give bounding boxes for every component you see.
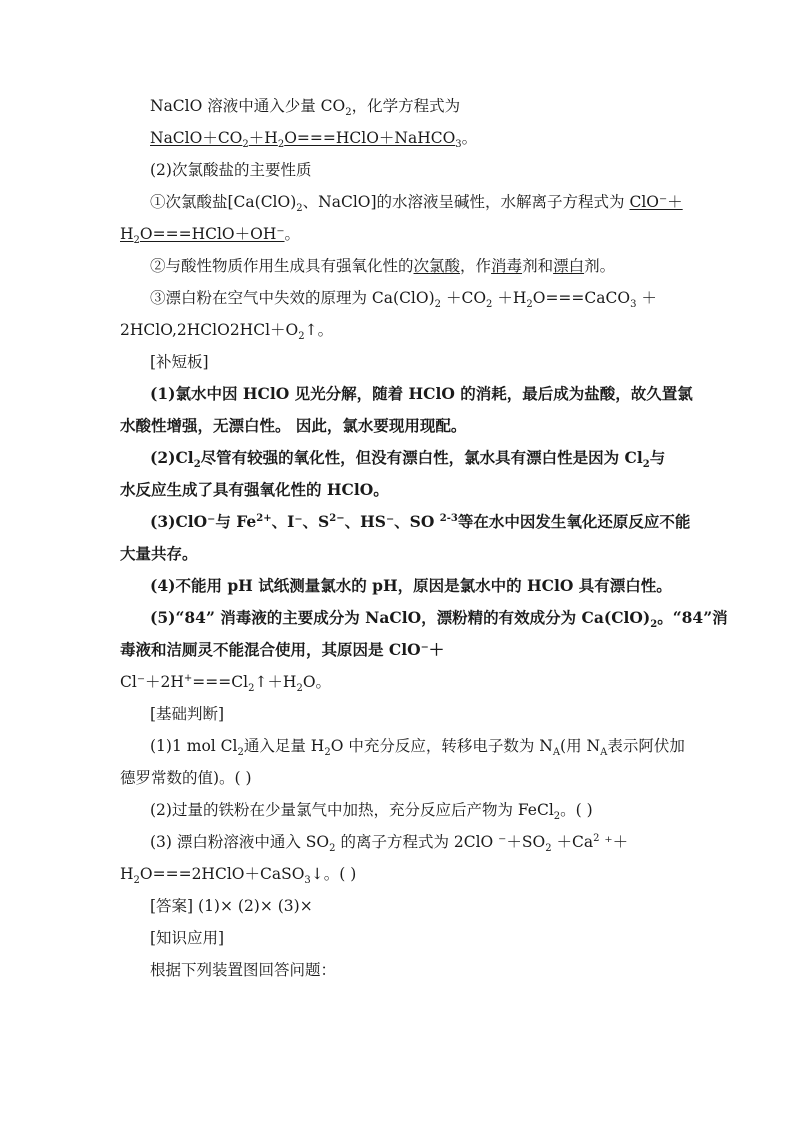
equation-line: $NaClO+CO_2+H_2O===HClO+NaHCO_3$。 <box>150 129 478 151</box>
text-line: (1)氯水中因 HClO 见光分解，随着 HClO 的消耗，最后成为盐酸，故久置氯 <box>150 384 693 403</box>
text-line: $2HClO,2HClO2HCl+O_2↑$。 <box>120 321 334 343</box>
text-line: 水反应生成了具有强氧化性的 HClO。 <box>120 480 389 499</box>
question-line: 德罗常数的值)。( ) <box>120 769 252 787</box>
text-line: ①次氯酸盐[$Ca(ClO)_2$、NaClO]的水溶液呈碱性，水解离子方程式为 ClO⁻＋ <box>150 193 683 215</box>
text-line: 大量共存。 <box>120 544 198 563</box>
question-line: (3) 漂白粉溶液中通入 $SO_2$ 的离子方程式为 2ClO $^-+SO_2 +Ca^2$ ⁺＋ <box>150 832 629 855</box>
text-line: 水酸性增强，无漂白性。 因此，氯水要现用现配。 <box>120 416 467 435</box>
text-line: (5)“84” 消毒液的主要成分为 NaClO，漂粉精的有效成分为 $Ca(ClO)_2$。“84”消 <box>150 608 728 631</box>
question-line: $H_2O===2HClO+CaSO_3↓$。( ) <box>120 865 357 887</box>
text-line: (4)不能用 pH 试纸测量氯水的 pH，原因是氯水中的 HClO 具有漂白性。 <box>150 576 672 595</box>
text-line: (3)ClO⁻与 $Fe^{2+}$、I⁻、$S^{2-}$、HS⁻、SO $^{2-3}$等在水中因发生氧化还原反应不能 <box>150 512 691 531</box>
section-heading: [知识应用] <box>150 929 225 947</box>
text-line: 根据下列装置图回答问题： <box>150 961 337 979</box>
text-line: 毒液和洁厕灵不能混合使用，其原因是 ClO⁻＋ <box>120 640 445 659</box>
text-line: NaClO 溶液中通入少量 $CO_2$，化学方程式为 <box>150 97 461 119</box>
section-heading: [补短板] <box>150 353 209 371</box>
text-line: $H_2O===HClO+OH^-$。 <box>120 225 301 247</box>
equation-line: $Cl^-+2H^+===Cl_2↑+H_2O$。 <box>120 672 332 695</box>
question-line: (1)1 mol $Cl_2$通入足量 $H_2O$ 中充分反应，转移电子数为 $N_A$(用 $N_A$表示阿伏加 <box>150 737 685 759</box>
section-heading: (2)次氯酸盐的主要性质 <box>150 161 312 179</box>
question-line: (2)过量的铁粉在少量氯气中加热，充分反应后产物为 FeCl$_2$。( ) <box>150 801 593 823</box>
text-line: ③漂白粉在空气中失效的原理为 $Ca(ClO)_2 +CO_2$ $+H_2O===CaCO_3$ ＋ <box>150 289 657 311</box>
text-line: $(2)Cl_2$尽管有较强的氧化性，但没有漂白性，氯水具有漂白性是因为 $Cl_2$与 <box>150 448 666 471</box>
section-heading: [基础判断] <box>150 705 225 723</box>
text-line: ②与酸性物质作用生成具有强氧化性的次氯酸，作消毒剂和漂白剂。 <box>150 257 616 275</box>
answer-line: [答案] (1)× (2)× (3)× <box>150 897 313 915</box>
